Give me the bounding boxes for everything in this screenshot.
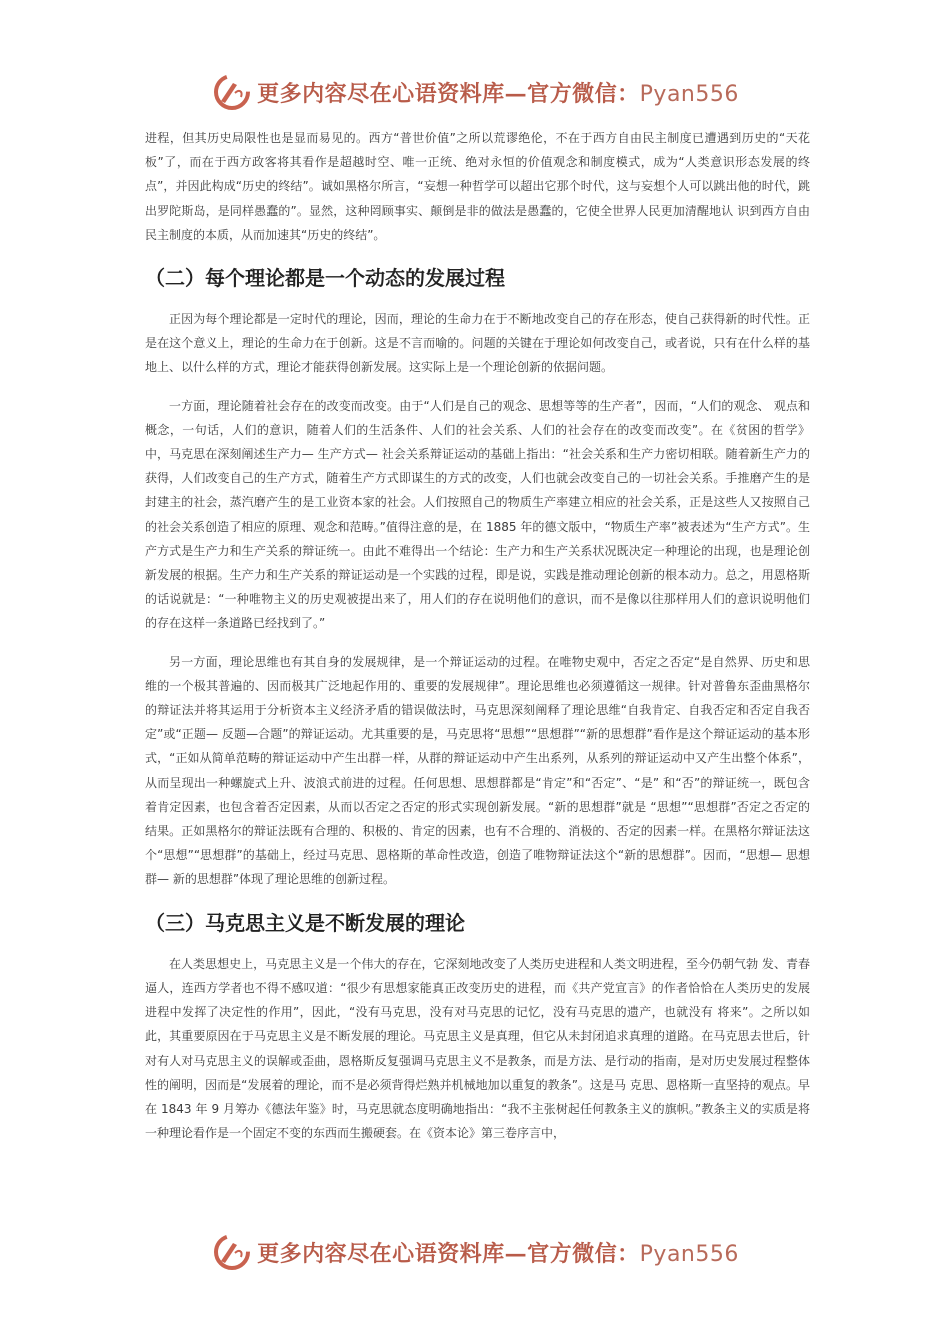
- wechat-id: Pyan556: [639, 81, 739, 107]
- ink-brush-logo-icon: [211, 1231, 253, 1273]
- paragraph: 在人类思想史上，马克思主义是一个伟大的存在，它深刻地改变了人类历史进程和人类文明进程，至今仍朝气勃 发、青春逼人，连西方学者也不得不感叹道：“很少有思想家能真正改变历史的进程，而《共产党宣言》的作者恰恰在人类历史的发展进程中发挥了决定性的作用”，因此，“没有马克思，没有对马克思的记忆，没有马克思的遗产，也就没有 将来”。之所以如此，其重要原因在于马克思主义是不断发展的理论。马克思主义是真理，但它从未封闭追求真理的道路。在马克思去世后，针对有人对马克思主义的误解或歪曲，恩格斯反复强调马克思主义不是教条，而是方法、是行动的指南，是对历史发展过程整体性的阐明，因而是“发展着的理论，而不是必须背得烂熟并机械地加以重复的教条”。这是马 克思、恩格斯一直坚持的观点。早在 1843 年 9 月筹办《德法年鉴》时，马克思就态度明确地指出：“我不主张树起任何教条主义的旗帜。”教条主义的实质是将一种理论看作是一个固定不变的东西而生搬硬套。在《资本论》第三卷序言中，: [145, 956, 810, 1141]
- footer-banner: [0, 1228, 950, 1276]
- banner-text: 更多内容尽在心语资料库—官方微信：Pyan556: [257, 80, 739, 107]
- header-banner: [0, 68, 950, 116]
- paragraph: 正因为每个理论都是一定时代的理论，因而，理论的生命力在于不断地改变自己的存在形态，使自己获得新的时代性。正是在这个意义上，理论的生命力在于创新。这是不言而喻的。问题的关键在于理论如何改变自己，或者说，只有在什么样的基地上、以什么样的方式，理论才能获得创新发展。这实际上是一个理论创新的依据问题。: [145, 312, 810, 375]
- wechat-id: Pyan556: [639, 1241, 739, 1267]
- ink-brush-logo-icon: [211, 71, 253, 113]
- section-heading-2: （二）每个理论都是一个动态的发展过程: [145, 266, 505, 291]
- paragraph: 一方面，理论随着社会存在的改变而改变。由于“人们是自己的观念、思想等等的生产者”，因而，“人们的观念、 观点和概念，一句话，人们的意识，随着人们的生活条件、人们的社会关系、人们的社会存在的改变而改变”。在《贫困的哲学》中，马克思在深刻阐述生产力— 生产方式— 社会关系辩证运动的基础上指出：“社会关系和生产力密切相联。随着新生产力的获得，人们改变自己的生产方式，随着生产方式即谋生的方式的改变，人们也就会改变自己的一切社会关系。手推磨产生的是封建主的社会，蒸汽磨产生的是工业资本家的社会。人们按照自己的物质生产率建立相应的社会关系，正是这些人又按照自己的社会关系创造了相应的原理、观念和范畴。”值得注意的是，在 1885 年的德文版中，“物质生产率”被表述为“生产方式”。生产方式是生产力和生产关系的辩证统一。由此不难得出一个结论：生产力和生产关系状况既决定一种理论的出现，也是理论创新发展的根据。生产力和生产关系的辩证运动是一个实践的过程，即是说，实践是推动理论创新的根本动力。总之，用恩格斯的话说就是：“一种唯物主义的历史观被提出来了，用人们的存在说明他们的意识，而不是像以往那样用人们的意识说明他们的存在这样一条道路已经找到了。”: [145, 398, 810, 631]
- paragraph: 另一方面，理论思维也有其自身的发展规律，是一个辩证运动的过程。在唯物史观中，否定之否定“是自然界、历史和思维的一个极其普遍的、因而极其广泛地起作用的、重要的发展规律”。理论思维也必须遵循这一规律。针对普鲁东歪曲黑格尔的辩证法并将其运用于分析资本主义经济矛盾的错误做法时，马克思深刻阐释了理论思维“自我肯定、自我否定和否定自我否定”或“正题— 反题—合题”的辩证运动。尤其重要的是，马克思将“思想”“思想群”“新的思想群”看作是这个辩证运动的基本形式，“正如从简单范畴的辩证运动中产生出群一样，从群的辩证运动中产生出系列，从系列的辩证运动中又产生出整个体系”，从而呈现出一种螺旋式上升、波浪式前进的过程。任何思想、思想群都是“肯定”和“否定”、“是” 和“否”的辩证统一，既包含着肯定因素，也包含着否定因素，从而以否定之否定的形式实现创新发展。“新的思想群”就是 “思想”“思想群”否定之否定的结果。正如黑格尔的辩证法既有合理的、积极的、肯定的因素，也有不合理的、消极的、否定的因素一样。在黑格尔辩证法这个“思想”“思想群”的基础上，经过马克思、恩格斯的革命性改造，创造了唯物辩证法这个“新的思想群”。因而，“思想— 思想群— 新的思想群”体现了理论思维的创新过程。: [145, 654, 810, 887]
- document-body: [145, 126, 810, 1145]
- banner-text: 更多内容尽在心语资料库—官方微信：Pyan556: [257, 1240, 739, 1267]
- paragraph: 进程，但其历史局限性也是显而易见的。西方“普世价值”之所以荒谬绝伦，不在于西方自由民主制度已遭遇到历史的“天花板”了，而在于西方政客将其看作是超越时空、唯一正统、绝对永恒的价值观念和制度模式，成为“人类意识形态发展的终点”，并因此构成“历史的终结”。诚如黑格尔所言，“妄想一种哲学可以超出它那个时代，这与妄想个人可以跳出他的时代，跳出罗陀斯岛，是同样愚蠢的”。显然，这种罔顾事实、颠倒是非的做法是愚蠢的，它使全世界人民更加清醒地认 识到西方自由民主制度的本质，从而加速其“历史的终结”。: [145, 131, 810, 242]
- section-heading-3: （三）马克思主义是不断发展的理论: [145, 910, 465, 935]
